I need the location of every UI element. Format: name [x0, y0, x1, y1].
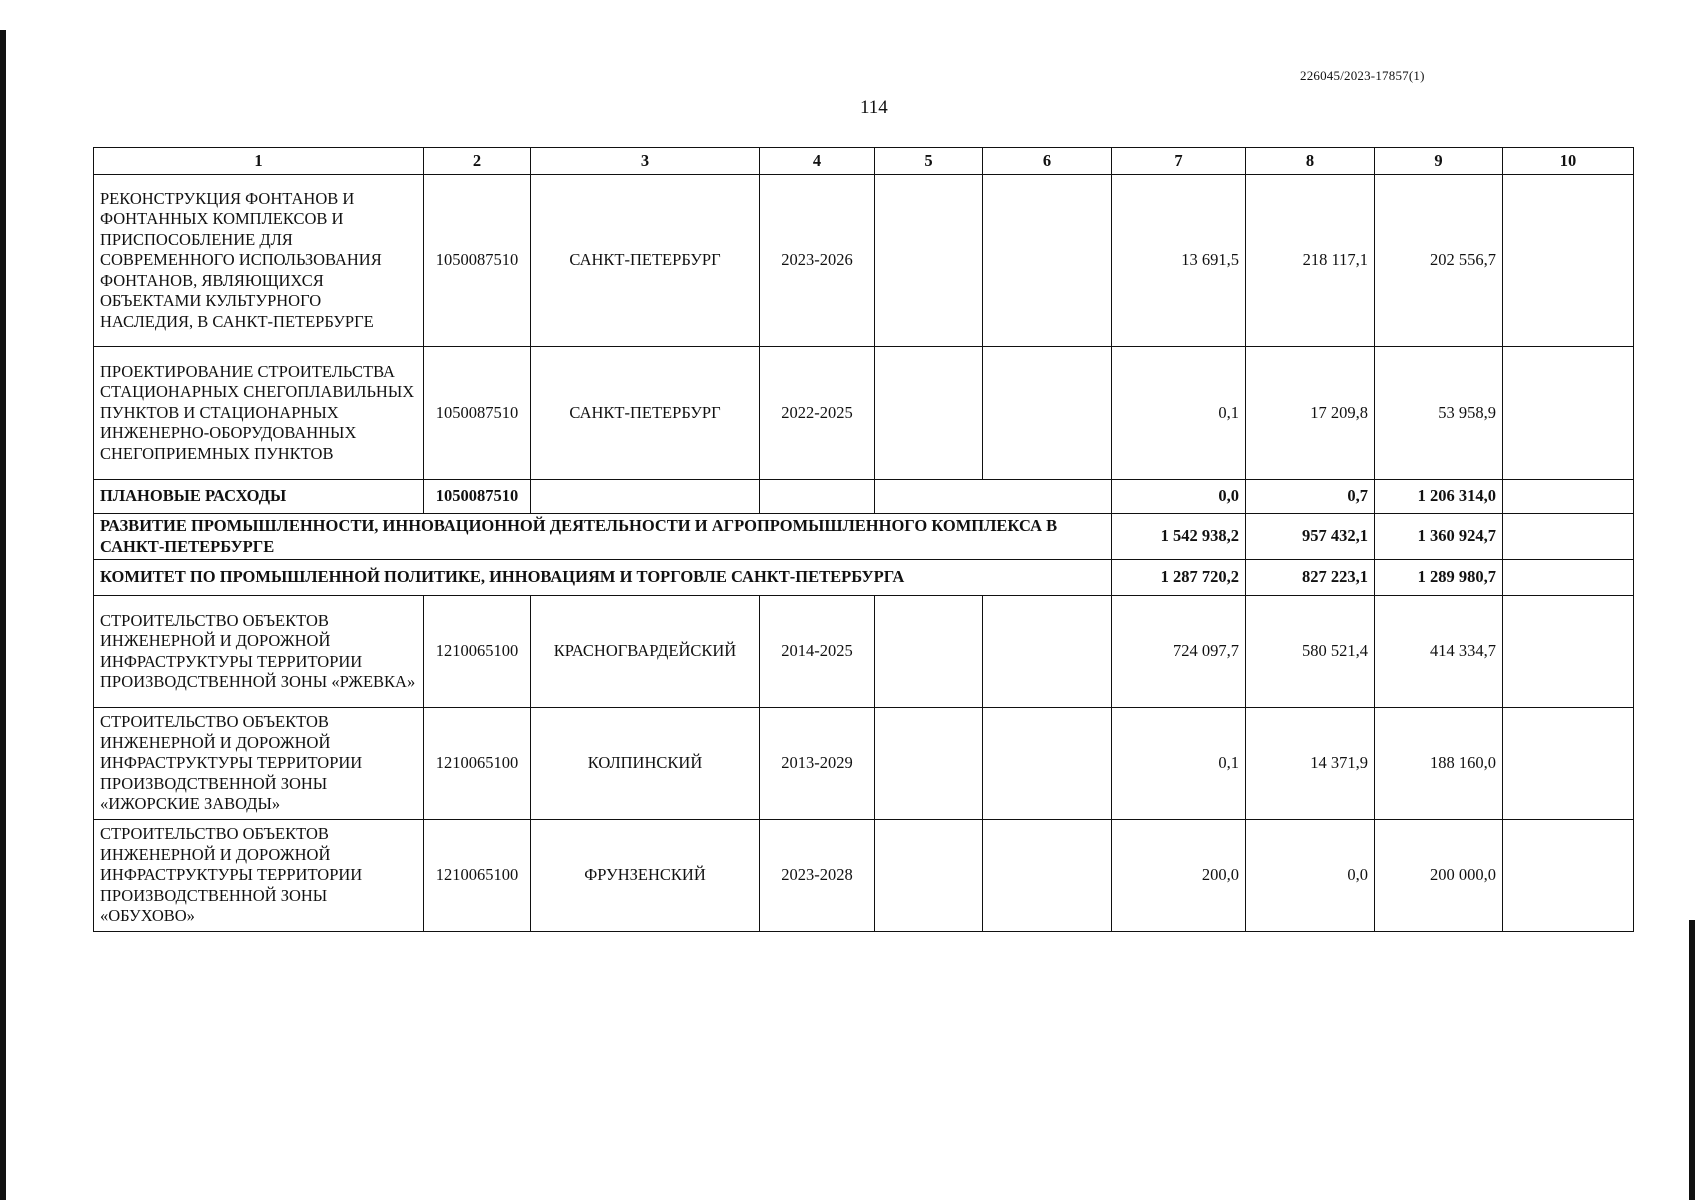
cell-name: РЕКОНСТРУКЦИЯ ФОНТАНОВ И ФОНТАННЫХ КОМПЛЕКСОВ И ПРИСПОСОБЛЕНИЕ ДЛЯ СОВРЕМЕННОГО ИСПОЛЬЗОВАНИЯ ФОНТАНОВ, ЯВЛЯЮЩИХСЯ ОБЪЕКТАМИ КУЛЬТУРНОГО НАСЛЕДИЯ, В САНКТ-ПЕТЕРБУРГЕ: [94, 175, 424, 347]
cell-period: 2023-2026: [760, 175, 875, 347]
cell-col6: [983, 596, 1112, 708]
cell-col8: 0,0: [1246, 820, 1375, 932]
column-header-9: 9: [1375, 148, 1503, 175]
scan-edge-right: [1689, 920, 1695, 1200]
cell-period: 2022-2025: [760, 347, 875, 480]
cell-code: 1050087510: [424, 175, 531, 347]
cell-col9: 188 160,0: [1375, 708, 1503, 820]
cell-col9: 202 556,7: [1375, 175, 1503, 347]
cell-district: [531, 480, 760, 514]
cell-col9: 200 000,0: [1375, 820, 1503, 932]
cell-col8: 218 117,1: [1246, 175, 1375, 347]
cell-col8: 580 521,4: [1246, 596, 1375, 708]
column-header-7: 7: [1112, 148, 1246, 175]
cell-code: 1210065100: [424, 820, 531, 932]
cell-committee-name: КОМИТЕТ ПО ПРОМЫШЛЕННОЙ ПОЛИТИКЕ, ИННОВАЦИЯМ И ТОРГОВЛЕ САНКТ-ПЕТЕРБУРГА: [94, 560, 1112, 596]
cell-col5: [875, 175, 983, 347]
cell-col7: 0,0: [1112, 480, 1246, 514]
table-header-row: [94, 148, 1634, 175]
cell-period: 2013-2029: [760, 708, 875, 820]
column-header-4: 4: [760, 148, 875, 175]
cell-col7: 0,1: [1112, 347, 1246, 480]
column-header-2: 2: [424, 148, 531, 175]
cell-col9: 414 334,7: [1375, 596, 1503, 708]
cell-col7: 724 097,7: [1112, 596, 1246, 708]
cell-col10: [1503, 560, 1634, 596]
cell-col6: [983, 820, 1112, 932]
cell-code: 1210065100: [424, 596, 531, 708]
cell-col9: 1 289 980,7: [1375, 560, 1503, 596]
page-number: 114: [860, 97, 888, 118]
cell-col9: 1 206 314,0: [1375, 480, 1503, 514]
cell-col9: 1 360 924,7: [1375, 514, 1503, 560]
cell-code: 1210065100: [424, 708, 531, 820]
cell-district: ФРУНЗЕНСКИЙ: [531, 820, 760, 932]
cell-col10: [1503, 514, 1634, 560]
cell-col10: [1503, 480, 1634, 514]
cell-col7: 1 542 938,2: [1112, 514, 1246, 560]
table-row-planned-expenses: [94, 480, 1634, 514]
cell-period: 2014-2025: [760, 596, 875, 708]
column-header-5: 5: [875, 148, 983, 175]
table-row: [94, 820, 1634, 932]
cell-col8: 14 371,9: [1246, 708, 1375, 820]
cell-col5: [875, 596, 983, 708]
column-header-6: 6: [983, 148, 1112, 175]
cell-col7: 13 691,5: [1112, 175, 1246, 347]
cell-district: САНКТ-ПЕТЕРБУРГ: [531, 347, 760, 480]
cell-col6: [983, 347, 1112, 480]
column-header-8: 8: [1246, 148, 1375, 175]
cell-col7: 200,0: [1112, 820, 1246, 932]
cell-col7: 0,1: [1112, 708, 1246, 820]
cell-col10: [1503, 820, 1634, 932]
cell-period: [760, 480, 875, 514]
cell-col6: [983, 708, 1112, 820]
cell-code: 1050087510: [424, 347, 531, 480]
document-id: 226045/2023-17857(1): [1300, 68, 1425, 83]
column-header-3: 3: [531, 148, 760, 175]
cell-district: КРАСНОГВАРДЕЙСКИЙ: [531, 596, 760, 708]
column-header-1: 1: [94, 148, 424, 175]
table-row-program-section: [94, 514, 1634, 560]
scan-edge-left: [0, 30, 6, 1200]
cell-col8: 957 432,1: [1246, 514, 1375, 560]
cell-col5-6: [875, 480, 1112, 514]
cell-col9: 53 958,9: [1375, 347, 1503, 480]
cell-name: СТРОИТЕЛЬСТВО ОБЪЕКТОВ ИНЖЕНЕРНОЙ И ДОРОЖНОЙ ИНФРАСТРУКТУРЫ ТЕРРИТОРИИ ПРОИЗВОДСТВЕННОЙ ЗОНЫ «ИЖОРСКИЕ ЗАВОДЫ»: [94, 708, 424, 820]
cell-section-name: РАЗВИТИЕ ПРОМЫШЛЕННОСТИ, ИННОВАЦИОННОЙ ДЕЯТЕЛЬНОСТИ И АГРОПРОМЫШЛЕННОГО КОМПЛЕКСА В САНКТ-ПЕТЕРБУРГЕ: [94, 514, 1112, 560]
cell-name: СТРОИТЕЛЬСТВО ОБЪЕКТОВ ИНЖЕНЕРНОЙ И ДОРОЖНОЙ ИНФРАСТРУКТУРЫ ТЕРРИТОРИИ ПРОИЗВОДСТВЕННОЙ ЗОНЫ «ОБУХОВО»: [94, 820, 424, 932]
cell-col10: [1503, 596, 1634, 708]
table-row: [94, 596, 1634, 708]
cell-name: ПРОЕКТИРОВАНИЕ СТРОИТЕЛЬСТВА СТАЦИОНАРНЫХ СНЕГОПЛАВИЛЬНЫХ ПУНКТОВ И СТАЦИОНАРНЫХ ИНЖЕНЕРНО-ОБОРУДОВАННЫХ СНЕГОПРИЕМНЫХ ПУНКТОВ: [94, 347, 424, 480]
column-header-10: 10: [1503, 148, 1634, 175]
cell-col8: 17 209,8: [1246, 347, 1375, 480]
cell-col5: [875, 708, 983, 820]
cell-district: САНКТ-ПЕТЕРБУРГ: [531, 175, 760, 347]
cell-col5: [875, 347, 983, 480]
cell-col10: [1503, 175, 1634, 347]
budget-table: [93, 147, 1634, 932]
table-row: [94, 175, 1634, 347]
cell-col10: [1503, 708, 1634, 820]
cell-col7: 1 287 720,2: [1112, 560, 1246, 596]
cell-col8: 827 223,1: [1246, 560, 1375, 596]
table-row: [94, 347, 1634, 480]
cell-col6: [983, 175, 1112, 347]
table-row: [94, 708, 1634, 820]
table-row-committee: [94, 560, 1634, 596]
cell-code: 1050087510: [424, 480, 531, 514]
cell-col10: [1503, 347, 1634, 480]
cell-district: КОЛПИНСКИЙ: [531, 708, 760, 820]
cell-name: ПЛАНОВЫЕ РАСХОДЫ: [94, 480, 424, 514]
cell-col5: [875, 820, 983, 932]
cell-col8: 0,7: [1246, 480, 1375, 514]
cell-period: 2023-2028: [760, 820, 875, 932]
cell-name: СТРОИТЕЛЬСТВО ОБЪЕКТОВ ИНЖЕНЕРНОЙ И ДОРОЖНОЙ ИНФРАСТРУКТУРЫ ТЕРРИТОРИИ ПРОИЗВОДСТВЕННОЙ ЗОНЫ «РЖЕВКА»: [94, 596, 424, 708]
